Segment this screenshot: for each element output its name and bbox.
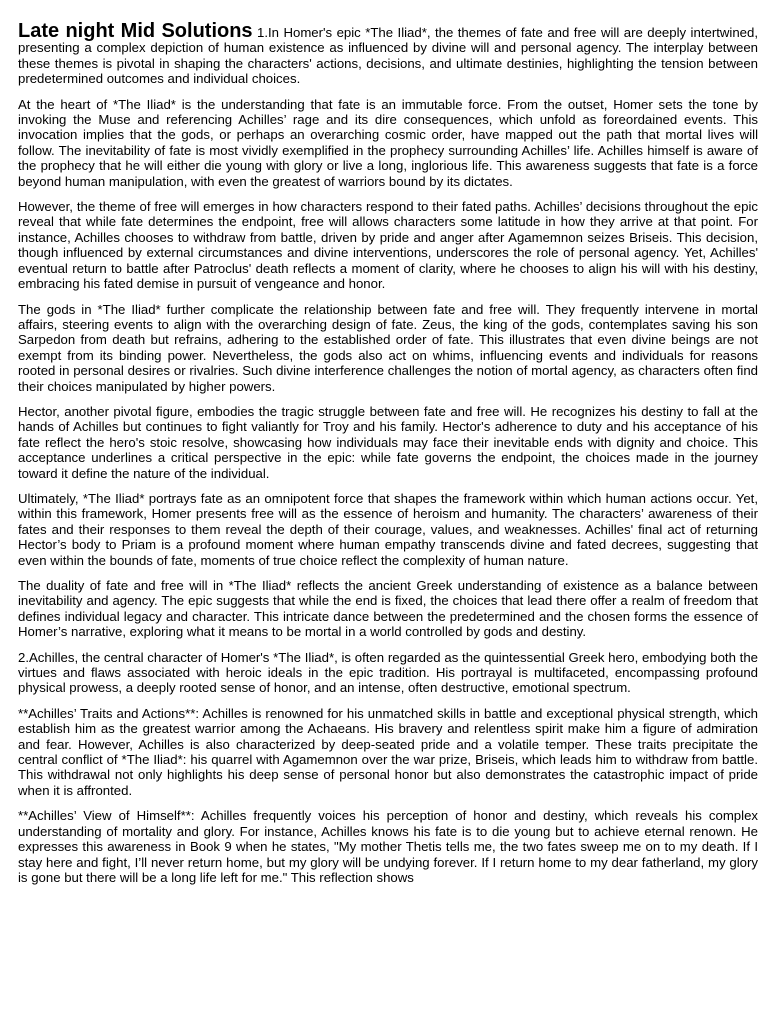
paragraph-4: The gods in *The Iliad* further complicate the relationship between fate and free will. They frequently intervene in mortal affairs, steering events to align with the overarching design of fate. Zeus, the king of the gods, contemplates saving his son Sarpedon from death but refrains, adhering to the established order of fate. This illustrates that even divine beings are not exempt from its binding power. Nevertheless, the gods also act on whims, influencing events and individuals for reasons rooted in personal desires or rivalries. Such divine interference challenges the notion of mortal agency, as characters often find their choices manipulated by higher powers.	[18, 301, 758, 394]
paragraph-7: The duality of fate and free will in *The Iliad* reflects the ancient Greek understanding of existence as a balance between inevitability and agency. The epic suggests that while the end is fixed, the choices that lead there offer a realm of freedom that defines individual legacy and character. This intricate dance between the predetermined and the chosen forms the essence of Homer’s narrative, exploring what it means to be mortal in a world controlled by gods and destiny.	[18, 578, 758, 640]
paragraph-5: Hector, another pivotal figure, embodies the tragic struggle between fate and free will. He recognizes his destiny to fall at the hands of Achilles but continues to fight valiantly for Troy and his family. Hector's adherence to duty and his acceptance of his fate reflect the hero's stoic resolve, showcasing how individuals may face their inevitable ends with dignity and choice. This acceptance underlines a critical perspective in the epic: while fate governs the endpoint, the choices made in the journey toward it define the nature of the individual.	[18, 403, 758, 481]
paragraph-1	[18, 20, 758, 87]
paragraph-10: **Achilles’ View of Himself**: Achilles frequently voices his perception of honor and destiny, which reveals his complex understanding of mortality and glory. For instance, Achilles knows his fate is to die young but to achieve eternal renown. He expresses this awareness in Book 9 when he states, "My mother Thetis tells me, the two fates sweep me on to my death. If I stay here and fight, I’ll never return home, but my glory will be undying forever. If I return home to my dear fatherland, my glory is gone but there will be a long life left for me." This reflection shows	[18, 808, 758, 885]
paragraph-8: 2.Achilles, the central character of Homer's *The Iliad*, is often regarded as the quintessential Greek hero, embodying both the virtues and flaws associated with heroic ideals in the epic tradition. His portrayal is multifaceted, encompassing profound physical prowess, a deeply rooted sense of honor, and an intense, often destructive, emotional spectrum.	[18, 649, 758, 696]
paragraph-1-text: 1.In Homer's epic *The Iliad*, the themes of fate and free will are deeply intertwined, presenting a complex depiction of human existence as influenced by divine will and personal agency. The interplay between these themes is pivotal in shaping the characters' actions, decisions, and ultimate destinies, highlighting the tension between predetermined outcomes and individual choices.	[18, 25, 758, 87]
paragraph-9: **Achilles’ Traits and Actions**: Achilles is renowned for his unmatched skills in battle and exceptional physical strength, which establish him as the greatest warrior among the Achaeans. His bravery and relentless spirit make him a figure of admiration and fear. However, Achilles is also characterized by deep-seated pride and a volatile temper. These traits precipitate the central conflict of *The Iliad*: his quarrel with Agamemnon over the war prize, Briseis, which leads him to withdraw from battle. This withdrawal not only highlights his deep sense of personal honor but also demonstrates the catastrophic impact of pride when it is affronted.	[18, 705, 758, 798]
document-title: Late night Mid Solutions	[18, 20, 253, 42]
paragraph-2: At the heart of *The Iliad* is the understanding that fate is an immutable force. From the outset, Homer sets the tone by invoking the Muse and referencing Achilles’ rage and its dire consequences, which unfold as foreordained events. This invocation implies that the gods, or perhaps an overarching cosmic order, have mapped out the path that mortal lives will follow. The inevitability of fate is most vividly exemplified in the prophecy surrounding Achilles’ life. Achilles himself is aware of the prophecy that he will either die young with glory or live a long, inglorious life. This awareness suggests that fate is a force beyond human manipulation, with even the greatest of warriors bound by its dictates.	[18, 96, 758, 189]
paragraph-3: However, the theme of free will emerges in how characters respond to their fated paths. Achilles’ decisions throughout the epic reveal that while fate determines the endpoint, free will allows characters some latitude in how they arrive at that point. For instance, Achilles chooses to withdraw from battle, driven by pride and anger after Agamemnon seizes Briseis. This decision, though influenced by external circumstances and divine interventions, underscores the role of personal agency. Yet, Achilles' eventual return to battle after Patroclus' death reflects a moment of clarity, where he chooses to align his will with his destiny, embracing his fated demise in pursuit of vengeance and honor.	[18, 199, 758, 292]
document-page	[18, 20, 758, 895]
paragraph-6: Ultimately, *The Iliad* portrays fate as an omnipotent force that shapes the framework within which human actions occur. Yet, within this framework, Homer presents free will as the essence of heroism and humanity. The characters’ awareness of their fates and their responses to them reveal the depth of their courage, values, and weaknesses. Achilles' final act of returning Hector’s body to Priam is a profound moment where human empathy transcends divine and fated decrees, suggesting that even within the bounds of fate, moments of true choice reflect the complexity of human nature.	[18, 490, 758, 568]
